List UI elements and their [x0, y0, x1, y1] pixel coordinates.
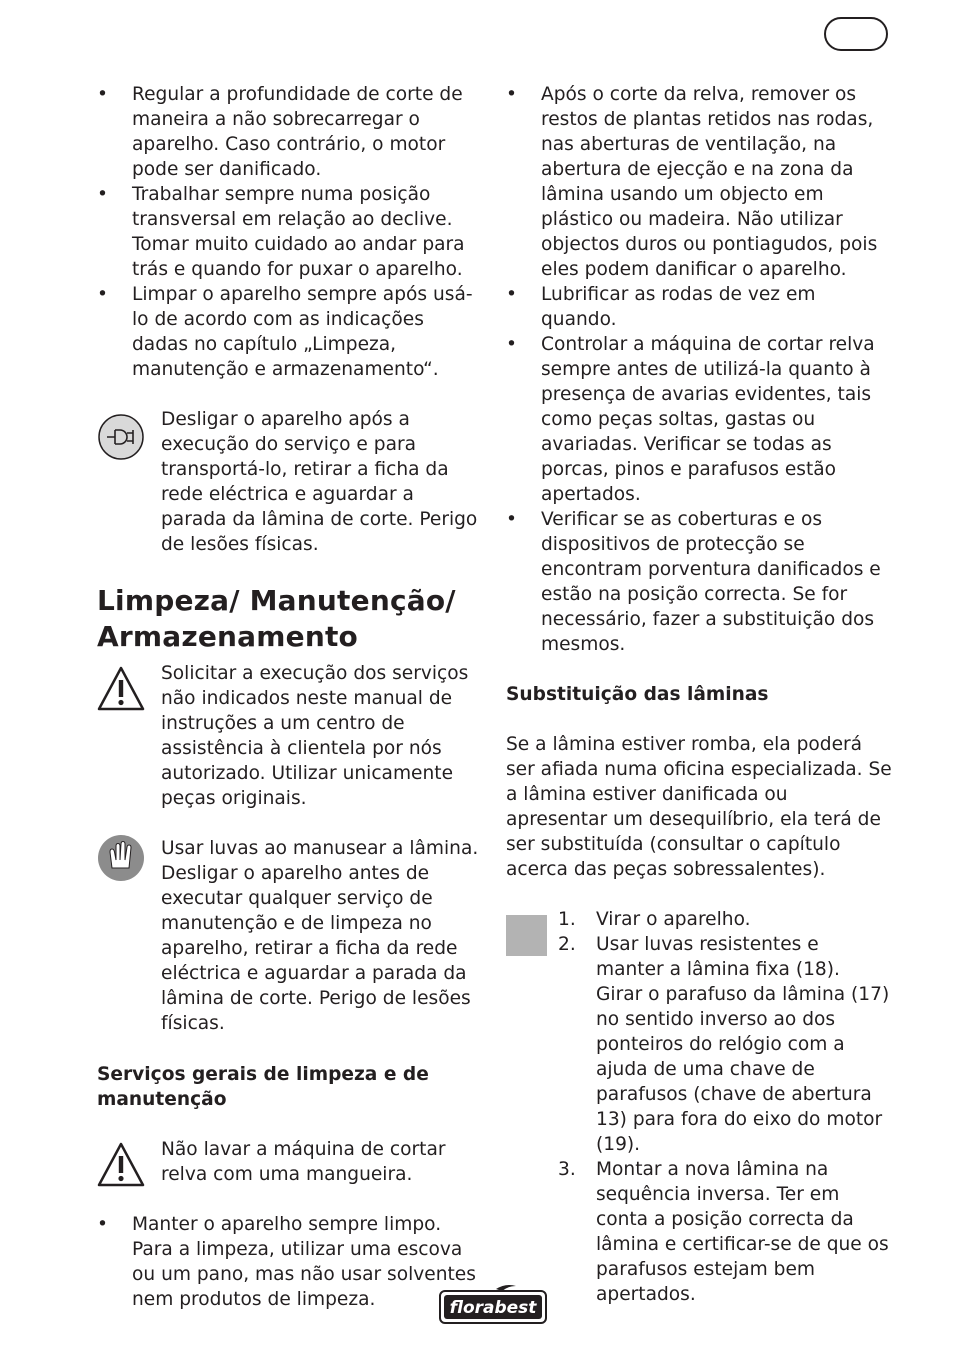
steps-list — [506, 907, 892, 1307]
unplug-plug-icon — [97, 413, 145, 461]
subsection-heading: Substituição das lâminas — [506, 684, 769, 705]
blade-intro-text: Se a lâmina estiver romba, ela poderá ser afiada numa oficina especializada. Se a lâmina estiver danificada ou apresentar um desequilíbrio, ela terá de ser substituída (consultar o capítulo acerca das peças sobressalentes). — [506, 734, 892, 880]
list-item: • Lubrificar as rodas de vez em quando. — [506, 282, 892, 332]
step-text: Montar a nova lâmina na sequência inversa. Ter em conta a posição correcta da lâmina e certificar-se de que os parafusos estejam bem apertados. — [596, 1159, 889, 1305]
logo-text: florabest — [449, 1298, 537, 1318]
subsection-heading: Serviços gerais de limpeza e de manutenção — [97, 1064, 429, 1110]
step-number: 1. — [558, 909, 576, 930]
bullet-list-cleaning — [97, 1212, 483, 1312]
warning-service-text: Solicitar a execução dos serviços não indicados neste manual de instruções a um centro de assistência à clientela por nós autorizado. Utilizar unicamente peças originais. — [161, 663, 469, 809]
gloves-note — [97, 836, 483, 1036]
florabest-logo — [438, 1283, 548, 1325]
warning-icon — [97, 1141, 145, 1189]
warning-hose-note — [97, 1137, 483, 1187]
list-item: • Controlar a máquina de cortar relva sempre antes de utilizá-la quanto à presença de avarias evidentes, tais como peças soltas, gastas ou avariadas. Verificar se todas as porcas, pinos e parafusos estão apertados. — [506, 332, 892, 507]
list-item: • Trabalhar sempre numa posição transversal em relação ao declive. Tomar muito cuidado ao andar para trás e quando for puxar o aparelho. — [97, 182, 483, 282]
list-item: • Manter o aparelho sempre limpo. Para a limpeza, utilizar uma escova ou um pano, mas não usar solventes nem produtos de limpeza. — [97, 1212, 483, 1312]
blade-steps — [506, 907, 892, 1307]
warning-service-note — [97, 661, 483, 811]
unplug-note-text: Desligar o aparelho após a execução do serviço e para transportá-lo, retirar a ficha da rede eléctrica e aguardar a parada da lâmina de corte. Perigo de lesões físicas. — [161, 409, 478, 555]
gloves-icon — [97, 834, 145, 882]
left-column — [97, 82, 483, 1312]
list-item: • Após o corte da relva, remover os restos de plantas retidos nas rodas, nas aberturas de ventilação, na abertura de ejecção e na zona da lâmina usando um objecto em plástico ou madeira. Não utilizar objectos duros ou pontiagudos, pois eles podem danificar o aparelho. — [506, 82, 892, 282]
list-item: • Regular a profundidade de corte de maneira a não sobrecarregar o aparelho. Caso contrário, o motor pode ser danificado. — [97, 82, 483, 182]
step-item — [506, 907, 892, 932]
warning-icon — [97, 665, 145, 713]
right-column — [506, 82, 892, 1307]
bullet-list-maintenance — [506, 82, 892, 657]
step-number: 2. — [558, 934, 576, 955]
bullet-list-usage — [97, 82, 483, 382]
step-item — [506, 932, 892, 1157]
list-item: • Verificar se as coberturas e os dispositivos de protecção se encontram porventura danificados e estão na posição correcta. Se for necessário, fazer a substituição dos mesmos. — [506, 507, 892, 657]
unplug-note — [97, 407, 483, 557]
step-text: Usar luvas resistentes e manter a lâmina fixa (18). Girar o parafuso da lâmina (17) no sentido inverso ao dos ponteiros do relógio com a ajuda de uma chave de parafusos (chave de abertura 13) para fora do eixo do motor (19). — [596, 934, 890, 1155]
list-item: • Limpar o aparelho sempre após usá-lo de acordo com as indicações dadas no capítulo „Limpeza, manutenção e armazenamento“. — [97, 282, 483, 382]
warning-hose-text: Não lavar a máquina de cortar relva com uma mangueira. — [161, 1139, 446, 1185]
gloves-note-text: Usar luvas ao manusear a lâmina. Desligar o aparelho antes de executar qualquer serviço de manutenção e de limpeza no aparelho, retirar a ficha da rede eléctrica e aguardar a parada da lâmina de corte. Perigo de lesões físicas. — [161, 838, 479, 1034]
section-heading: Limpeza/ Manutenção/ Armazenamento — [97, 584, 456, 653]
step-text: Virar o aparelho. — [596, 909, 751, 930]
language-badge — [824, 17, 888, 51]
step-number: 3. — [558, 1159, 576, 1180]
step-item — [506, 1157, 892, 1307]
